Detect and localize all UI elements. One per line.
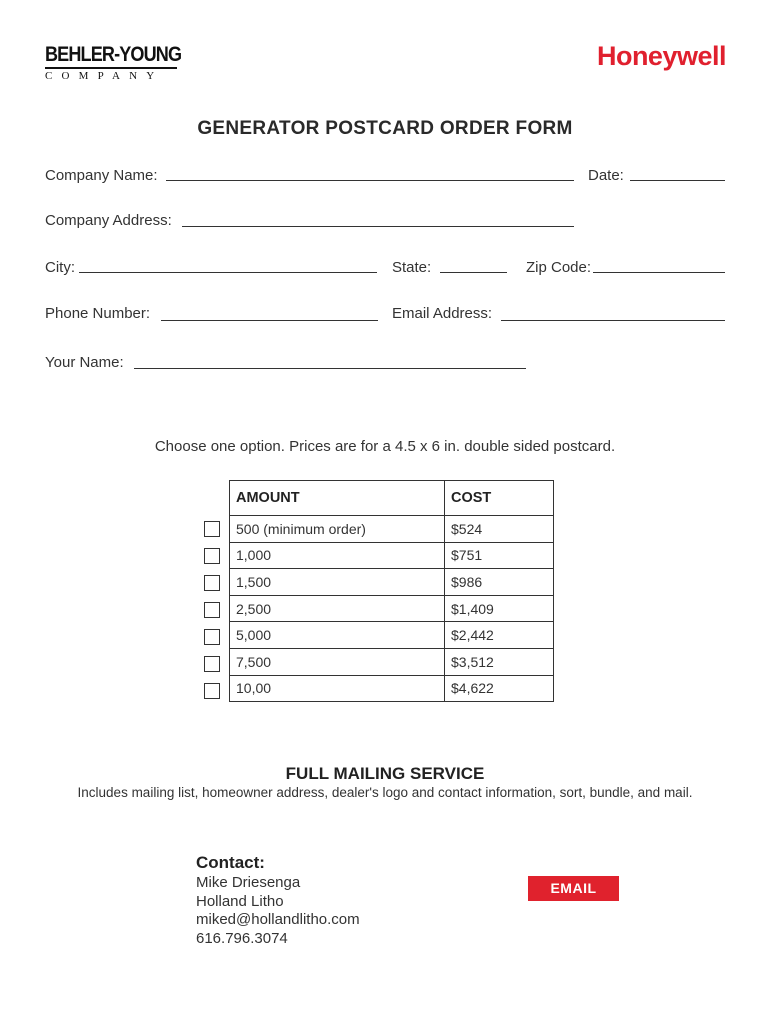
mailing-service-description: Includes mailing list, homeowner address, dealer's logo and contact information, sort, bundle, and mail. <box>77 785 693 800</box>
pricing-instructions: Choose one option. Prices are for a 4.5 x 6 in. double sided postcard. <box>154 438 616 455</box>
cost-cell: $3,512 <box>445 648 554 675</box>
email-button[interactable]: EMAIL <box>528 876 619 901</box>
amount-header: AMOUNT <box>230 481 445 516</box>
state-field[interactable] <box>440 272 507 273</box>
table-row <box>230 516 554 543</box>
behler-young-subtext: COMPANY <box>45 70 164 82</box>
amount-cell: 1,000 <box>230 542 445 569</box>
amount-cell: 10,00 <box>230 675 445 702</box>
pricing-table <box>229 480 554 702</box>
company-address-field[interactable] <box>182 226 574 227</box>
option-checkbox[interactable] <box>204 683 220 699</box>
date-label: Date: <box>588 167 624 184</box>
phone-number-label: Phone Number: <box>45 305 151 322</box>
mailing-service-title: FULL MAILING SERVICE <box>285 764 485 783</box>
your-name-label: Your Name: <box>45 354 124 371</box>
table-row <box>230 675 554 702</box>
company-name-label: Company Name: <box>45 167 158 184</box>
amount-cell: 2,500 <box>230 595 445 622</box>
city-label: City: <box>45 259 75 276</box>
honeywell-logo: Honeywell <box>596 41 726 71</box>
form-title: GENERATOR POSTCARD ORDER FORM <box>197 118 573 139</box>
zip-code-label: Zip Code: <box>526 259 592 276</box>
contact-email: miked@hollandlitho.com <box>196 911 360 928</box>
amount-cell: 1,500 <box>230 569 445 596</box>
cost-cell: $2,442 <box>445 622 554 649</box>
phone-number-field[interactable] <box>161 320 378 321</box>
email-address-field[interactable] <box>501 320 725 321</box>
behler-young-logo <box>45 43 182 83</box>
table-row <box>230 622 554 649</box>
table-header-row <box>230 481 554 516</box>
contact-phone: 616.796.3074 <box>196 929 288 947</box>
cost-cell: $751 <box>445 542 554 569</box>
table-row <box>230 648 554 675</box>
amount-cell: 500 (minimum order) <box>230 516 445 543</box>
behler-young-wordmark: BEHLER-YOUNG <box>45 43 182 66</box>
date-field[interactable] <box>630 180 725 181</box>
city-field[interactable] <box>79 272 377 273</box>
your-name-field[interactable] <box>134 368 526 369</box>
contact-block <box>196 852 360 948</box>
cost-cell: $4,622 <box>445 675 554 702</box>
cost-cell: $1,409 <box>445 595 554 622</box>
company-address-label: Company Address: <box>45 212 172 229</box>
option-checkbox[interactable] <box>204 575 220 591</box>
option-checkbox[interactable] <box>204 656 220 672</box>
option-checkbox[interactable] <box>204 629 220 645</box>
contact-company: Holland Litho <box>196 892 284 910</box>
zip-code-field[interactable] <box>593 272 725 273</box>
option-checkbox[interactable] <box>204 602 220 618</box>
company-name-field[interactable] <box>166 180 574 181</box>
state-label: State: <box>392 259 432 276</box>
cost-header: COST <box>445 481 554 516</box>
cost-cell: $986 <box>445 569 554 596</box>
table-row <box>230 595 554 622</box>
option-checkbox[interactable] <box>204 521 220 537</box>
email-address-label: Email Address: <box>392 305 493 322</box>
amount-cell: 5,000 <box>230 622 445 649</box>
contact-name: Mike Driesenga <box>196 874 301 891</box>
table-row <box>230 569 554 596</box>
contact-heading: Contact: <box>196 853 265 872</box>
option-checkbox[interactable] <box>204 548 220 564</box>
amount-cell: 7,500 <box>230 648 445 675</box>
cost-cell: $524 <box>445 516 554 543</box>
logo-rule <box>45 67 177 69</box>
table-row <box>230 542 554 569</box>
